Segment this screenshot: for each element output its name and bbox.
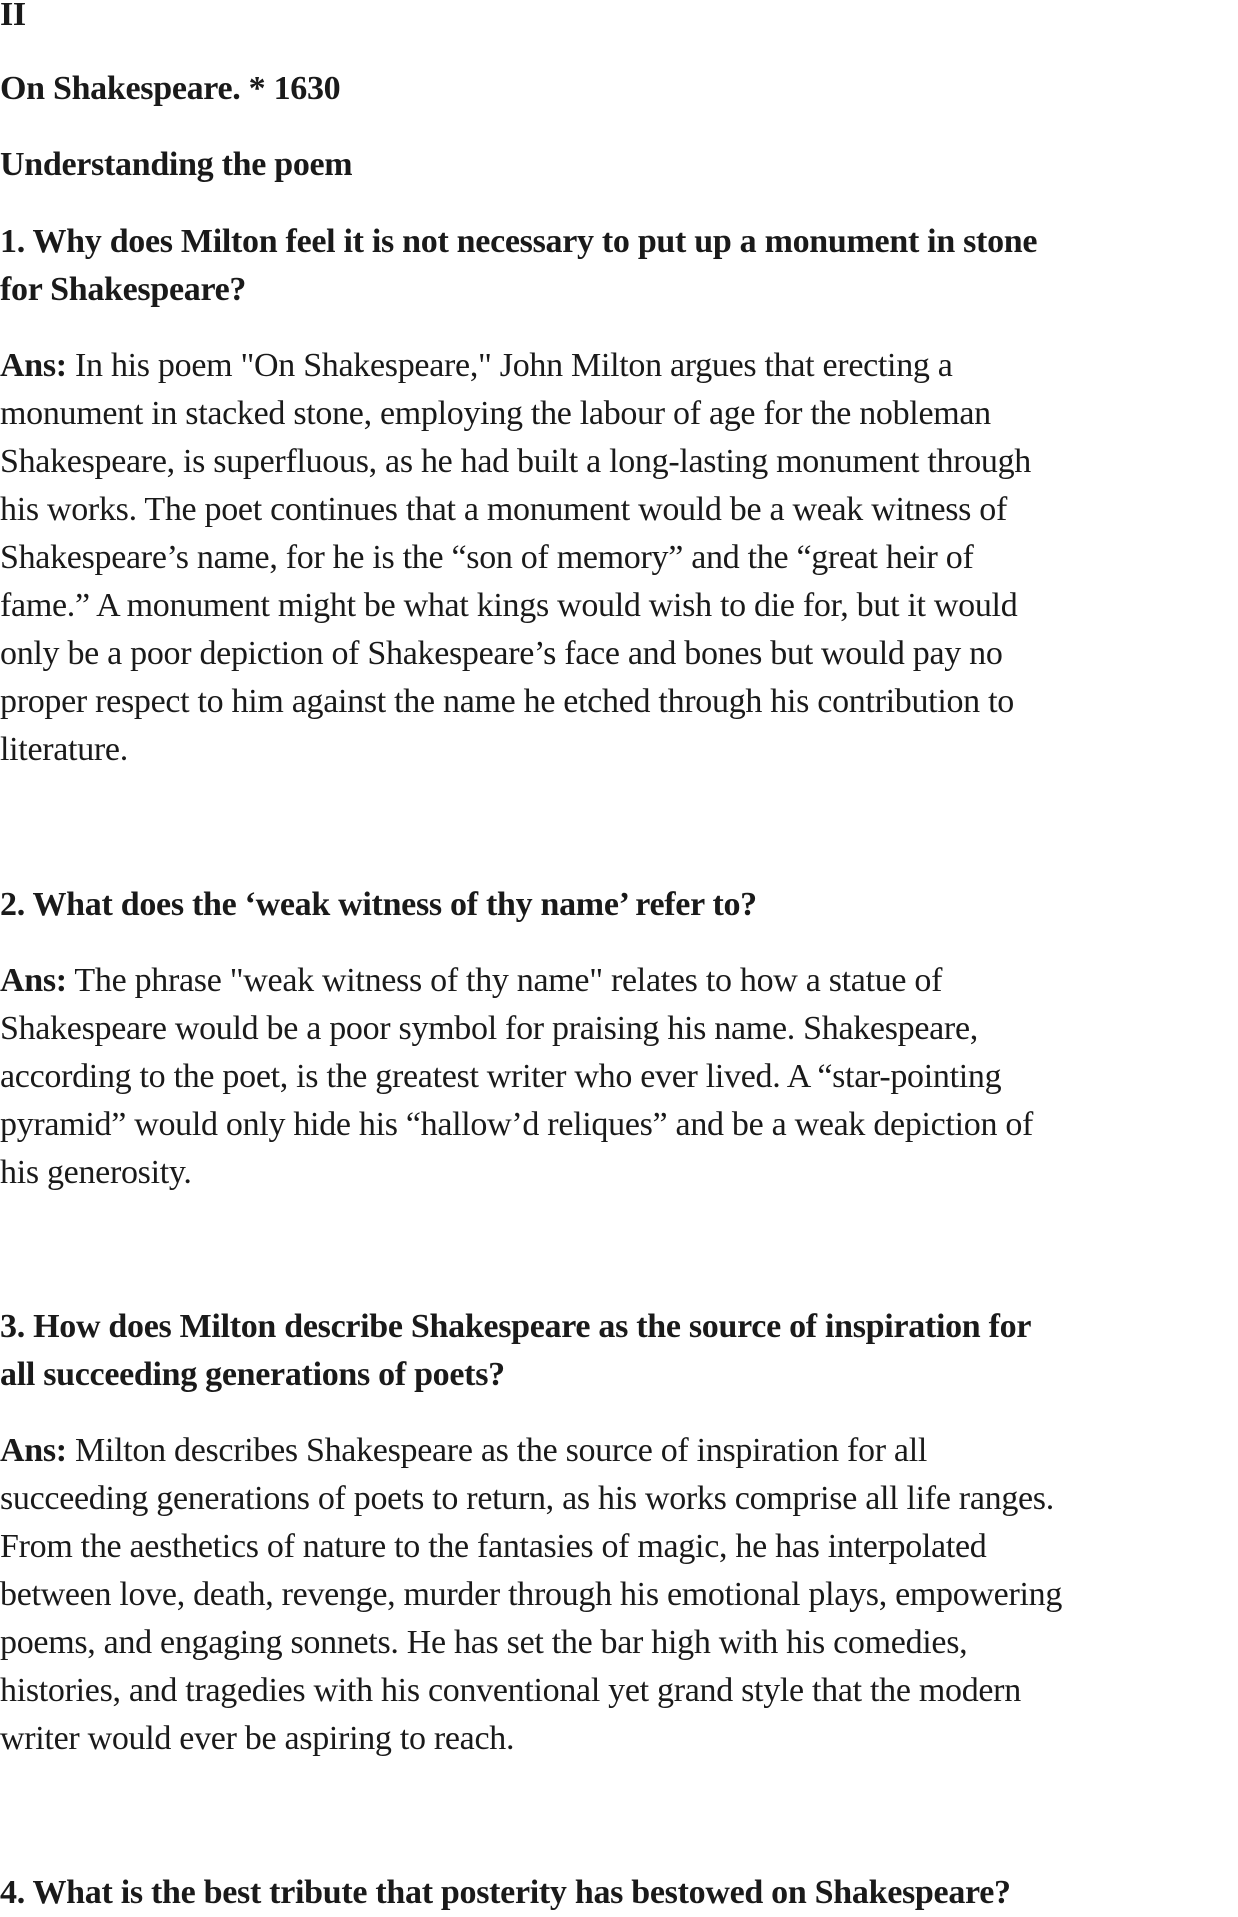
answer-line: his generosity.: [0, 1154, 192, 1191]
question-3: [0, 1303, 1238, 1399]
question-4: [0, 1869, 1238, 1917]
question-1: [0, 218, 1238, 314]
question-line: for Shakespeare?: [0, 271, 247, 308]
answer-line: poems, and engaging sonnets. He has set the bar high with his comedies,: [0, 1624, 968, 1661]
answer: [0, 957, 1238, 1197]
answer-line: From the aesthetics of nature to the fantasies of magic, he has interpolated: [0, 1528, 987, 1565]
question-line: 3. How does Milton describe Shakespeare as the source of inspiration for: [0, 1308, 1032, 1345]
answer-line: according to the poet, is the greatest writer who ever lived. A “star-pointing: [0, 1058, 1002, 1095]
answer-line: fame.” A monument might be what kings would wish to die for, but it would: [0, 587, 1018, 624]
answer-line: proper respect to him against the name he etched through his contribution to: [0, 683, 1014, 720]
answer: [0, 1427, 1238, 1763]
roman-text: II: [0, 0, 26, 33]
answer-text: Milton describes Shakespeare as the source of inspiration for all: [66, 1432, 927, 1469]
answer-line: succeeding generations of poets to return, as his works comprise all life ranges.: [0, 1480, 1054, 1517]
answer-line: literature.: [0, 731, 128, 768]
question-line: 4. What is the best tribute that posterity has bestowed on Shakespeare?: [0, 1874, 1011, 1911]
section-heading: [0, 141, 1238, 189]
answer: [0, 342, 1238, 774]
answer-line: his works. The poet continues that a monument would be a weak witness of: [0, 491, 1008, 528]
answer-line: Shakespeare would be a poor symbol for praising his name. Shakespeare,: [0, 1010, 978, 1047]
ans-label: Ans:: [0, 962, 67, 999]
answer-text: The phrase "weak witness of thy name" relates to how a statue of: [66, 962, 943, 999]
answer-line: between love, death, revenge, murder through his emotional plays, empowering: [0, 1576, 1063, 1613]
question-line: all succeeding generations of poets?: [0, 1356, 505, 1393]
answer-line: Shakespeare’s name, for he is the “son of memory” and the “great heir of: [0, 539, 974, 576]
answer-line: [0, 957, 1238, 1005]
question-line: 2. What does the ‘weak witness of thy name’ refer to?: [0, 886, 757, 923]
answer-line: pyramid” would only hide his “hallow’d reliques” and be a weak depiction of: [0, 1106, 1034, 1143]
question-2: [0, 881, 1238, 929]
question-line: 1. Why does Milton feel it is not necessary to put up a monument in stone: [0, 223, 1038, 260]
answer-line: [0, 1427, 1238, 1475]
title-text: On Shakespeare. * 1630: [0, 70, 341, 107]
roman-numeral: [0, 0, 1238, 39]
section-text: Understanding the poem: [0, 146, 353, 183]
ans-label: Ans:: [0, 347, 67, 384]
answer-text: In his poem "On Shakespeare," John Milton argues that erecting a: [66, 347, 953, 384]
ans-label: Ans:: [0, 1432, 67, 1469]
answer-line: histories, and tragedies with his conventional yet grand style that the modern: [0, 1672, 1021, 1709]
poem-title: [0, 65, 1238, 113]
answer-line: monument in stacked stone, employing the labour of age for the nobleman: [0, 395, 991, 432]
answer-line: writer would ever be aspiring to reach.: [0, 1720, 515, 1757]
answer-line: Shakespeare, is superfluous, as he had built a long-lasting monument through: [0, 443, 1032, 480]
answer-line: [0, 342, 1238, 390]
answer-line: only be a poor depiction of Shakespeare’s face and bones but would pay no: [0, 635, 1003, 672]
